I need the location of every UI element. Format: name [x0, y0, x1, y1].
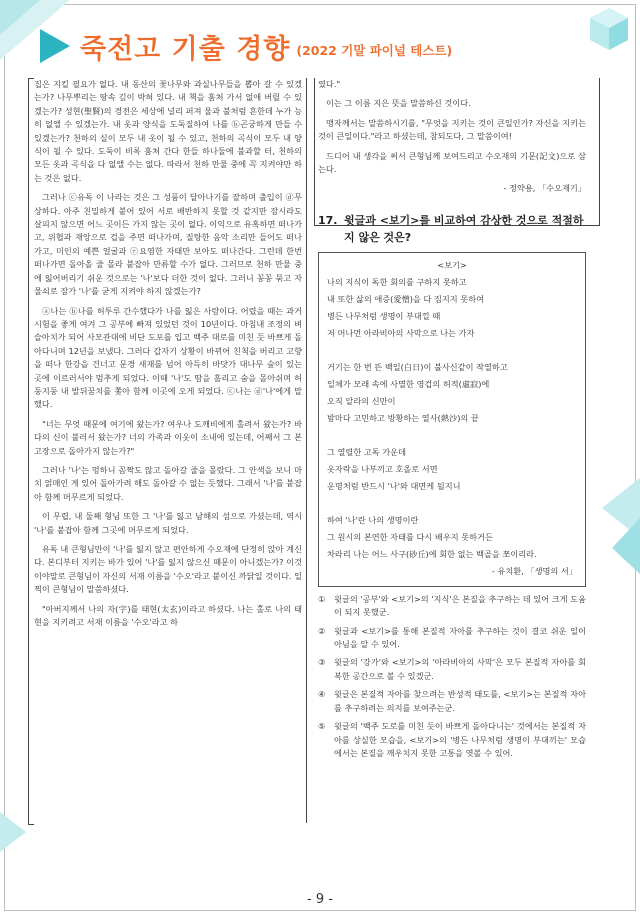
option-text: 윗글은 본질적 자아를 찾으려는 반성적 태도를, <보기>는 본질적 자아를 추구하려는 의지를 보여주는군. — [334, 689, 586, 713]
passage-paragraph: 맹자께서는 말씀하시기를, "무엇을 지키는 것이 큰일인가? 자신을 지키는 것이 큰일이다."라고 하셨는데, 참되도다, 그 말씀이여! — [318, 117, 586, 142]
passage-paragraph: "아버지께서 나의 자(字)를 태현(太玄)이라고 하셨다. 나는 홀로 나의 태현을 지키려고 서재 이름을 '수오'라고 하 — [34, 603, 302, 628]
answer-option[interactable] — [318, 593, 586, 620]
passage-paragraph: ⓐ나는 ⓑ나를 허투루 간수했다가 나를 잃은 사람이다. 어렸을 때는 과거 시험을 좋게 여겨 그 공부에 빠져 있었던 것이 10년이다. 마침내 조정의 벼슬아치가 되어 사모관대에 비단 도포를 입고 백주 대로를 미친 듯 바쁘게 돌아다니며 12년을 보냈다. 그러다 갑자기 상황이 바뀌어 친척을 버리고 고향을 떠나 한강을 건너고 문경 새재를 넘어 아득히 바닷가 대나무 숲이 있는 곳에 이르러서야 멈추게 되었다. 이때 '나'도 땀을 흘리고 숨을 몰아쉬며 허둥지둥 내 발뒤꿈치를 쫓아 함께 이곳에 오게 되었다. ⓒ나는 ⓓ'나'에게 말했다. — [34, 305, 302, 410]
answer-option[interactable] — [318, 656, 586, 683]
right-column — [318, 78, 586, 843]
passage-paragraph: 집은 지킬 필요가 없다. 내 동산의 꽃나무와 과실나무들을 뽑아 갈 수 있겠는가? 나무뿌리는 땅속 깊이 박혀 있다. 내 책을 훔쳐 가서 없애 버릴 수 있겠는가? 성현(聖賢)의 경전은 세상에 널리 퍼져 물과 불처럼 흔한데 누가 능히 없앨 수 있겠는가. 내 옷과 양식을 도둑질하여 나를 ⓑ곤궁하게 만들 수 있겠는가? 천하의 실이 모두 내 옷이 될 수 있고, 천하의 곡식이 모두 내 양식이 될 수 있다. 도둑이 비록 훔쳐 간다 한들 하나둘에 불과할 터, 천하의 모든 옷과 곡식을 다 없앨 수는 없다. 따라서 천하 만물 중에 꼭 지켜야만 하는 것은 없다. — [34, 79, 302, 183]
bogi-line: 그 열렬한 고독 가운데 — [327, 446, 406, 457]
passage-paragraph: 그러나 ⓒ유독 이 나라는 것은 그 성품이 달아나기를 잘하며 출입이 ⓓ무상하다. 아주 친밀하게 붙어 있어 서로 배반하지 못할 것 같지만 잠시라도 살피지 않으면 어느 곳이든 가지 않는 곳이 없다. 이익으로 유혹하면 떠나가고, 위협과 재앙으로 겁을 주면 떠나가며, 질탕한 음악 소리만 들어도 떠나가고, 미인의 예쁜 얼굴과 ⓔ요염한 자태만 보아도 떠나간다. 그런데 한번 떠나가면 돌아올 줄 몰라 붙잡아 만류할 수가 없다. 그러므로 천하 만물 중에 잃어버리기 쉬운 것으로는 '나'보다 더한 것이 없다. 그러니 꽁꽁 묶고 자물쇠로 잠가 '나'를 굳게 지켜야 하지 않겠는가? — [34, 192, 302, 297]
passage-paragraph: "너는 무엇 때문에 여기에 왔는가? 여우나 도깨비에게 홀려서 왔는가? 바다의 신이 불러서 왔는가? 너의 가족과 이웃이 소내에 있는데, 어째서 그 본고장으로 돌아가지 않는가?" — [34, 418, 302, 456]
answer-options — [318, 593, 586, 760]
option-text: 윗글의 '강가'와 <보기>의 '아라비아의 사막'은 모두 본질적 자아를 회복한 공간으로 볼 수 있겠군. — [334, 657, 586, 681]
question-number: 17. — [318, 213, 338, 227]
option-text: 윗글의 '공부'와 <보기>의 '지식'은 본질을 추구하는 데 있어 크게 도움이 되지 못했군. — [334, 593, 586, 618]
bogi-line — [327, 427, 577, 444]
passage-paragraph: 이 무렵, 내 둘째 형님 또한 그 '나'를 잃고 남해의 섬으로 가셨는데, 역시 '나'를 붙잡아 함께 그곳에 머무르게 되었다. — [34, 511, 302, 535]
bogi-line — [327, 495, 577, 512]
bogi-line: 하여 '나'란 나의 생명이란 — [327, 514, 419, 525]
question-text: 윗글과 <보기>를 비교하여 감상한 것으로 적절하지 않은 것은? — [344, 213, 584, 244]
left-column — [34, 78, 302, 843]
play-arrow-icon — [40, 29, 70, 63]
bogi-box — [318, 252, 586, 587]
page-title: 죽전고 기출 경향 — [80, 33, 291, 65]
bogi-line: 내 또한 삶의 애증(愛憎)을 다 짐지지 못하여 — [327, 293, 485, 304]
passage-paragraph: 유독 내 큰형님만이 '나'를 잃지 않고 편안하게 수오재에 단정히 앉아 계신다. 본디부터 지키는 바가 있어 '나'를 잃지 않으신 때문이 아니겠는가? 이것이야말로 큰형님이 자신의 서재 이름을 '수오'라고 붙이신 까닭일 것이다. 일찍이 큰형님이 말씀하셨다. — [34, 544, 302, 595]
bogi-line: 그 원시의 본연한 자태를 다시 배우지 못하거든 — [327, 531, 493, 542]
passage-paragraph: 드디어 내 생각을 써서 큰형님께 보여드리고 수오재의 기문(記文)으로 삼는다. — [318, 150, 586, 175]
side-decoration-shape — [602, 478, 640, 574]
bogi-poem — [327, 274, 577, 563]
option-text: 윗글과 <보기>를 통해 본질적 자아를 추구하는 것이 결코 쉬운 일이 아님을 알 수 있어. — [334, 625, 586, 650]
passage-paragraph: 였다." — [318, 79, 341, 89]
passage-paragraph: 이는 그 이름 지은 뜻을 말씀하신 것이다. — [326, 98, 471, 109]
question-heading — [318, 212, 586, 246]
bogi-line: 저 머나먼 아라비아의 사막으로 나는 가자 — [327, 327, 475, 338]
answer-option[interactable] — [318, 720, 586, 760]
page-number: - 9 - — [307, 892, 333, 907]
option-number: ② — [318, 625, 326, 636]
page-subtitle: (2022 기말 파이널 테스트) — [296, 43, 453, 58]
option-number: ③ — [318, 657, 326, 668]
bogi-line: 병든 나무처럼 생명이 부대낄 때 — [327, 310, 441, 321]
column-divider — [306, 78, 307, 823]
bogi-line: 일체가 모래 속에 사멸한 영겁의 허적(虛寂)에 — [327, 378, 490, 389]
option-text: 윗글의 '백주 도로를 미친 듯이 바쁘게 돌아다니는' 것에서는 본질적 자아를 상실한 모습을, <보기>의 '병든 나무처럼 생명이 부대끼는' 모습에서는 본질을 깨우치지 못한 고통을 엿볼 수 있어. — [334, 721, 586, 758]
bogi-line: 나의 지식이 독한 회의를 구하지 못하고 — [327, 276, 467, 287]
page-header — [40, 20, 452, 72]
hexagon-decoration-icon — [586, 6, 632, 52]
bogi-line: 거기는 한 번 뜬 백일(白日)이 불사신같이 작열하고 — [327, 361, 508, 372]
bogi-source: - 유치환, 「생명의 서」 — [491, 565, 577, 576]
option-number: ④ — [318, 689, 326, 700]
passage-paragraph: 그러나 '나'는 멍하니 꼼짝도 않고 돌아갈 줄을 몰랐다. 그 안색을 보니 마치 얽매인 게 있어 돌아가려 해도 돌아갈 수 없는 듯했다. 그래서 '나'를 붙잡아 함께 머무르게 되었다. — [34, 464, 302, 502]
option-number: ① — [318, 593, 326, 604]
answer-option[interactable] — [318, 688, 586, 715]
passage-source: - 정약용, 「수오재기」 — [503, 183, 586, 194]
bogi-line: 차라리 나는 어느 사구(砂丘)에 회한 없는 백골을 쪼이리라. — [327, 548, 537, 559]
bogi-line: 밤마다 고민하고 방황하는 열사(熱沙)의 끝 — [327, 412, 479, 423]
bogi-heading: <보기> — [437, 259, 467, 270]
side-decoration-shape — [0, 812, 26, 852]
bogi-line: 운명처럼 반드시 '나'와 대면케 될지니 — [327, 480, 461, 491]
option-number: ⑤ — [318, 721, 326, 732]
bogi-line: 옷자락을 나부끼고 호올로 서면 — [327, 463, 438, 474]
bogi-line — [327, 342, 577, 359]
answer-option[interactable] — [318, 625, 586, 652]
bogi-line: 오직 알라의 신만이 — [327, 395, 396, 406]
